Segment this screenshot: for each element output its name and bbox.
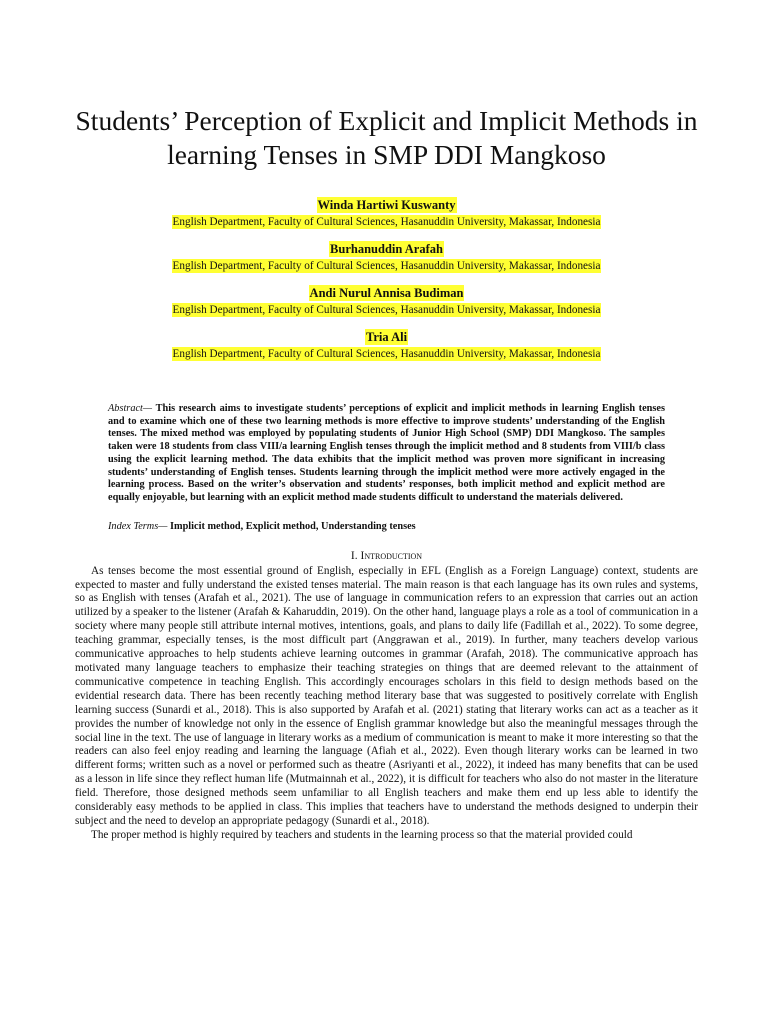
- abstract-text: This research aims to investigate students’ perceptions of explicit and implicit methods in learning English tenses and to examine which one of these two learning methods is more effective to improve students’ understanding of the English tenses. The mixed method was employed by populating students of Junior High School (SMP) DDI Mangkoso. The samples taken were 18 students from class VIII/a learning English tenses through the implicit method and 8 students from VIII/b class using the explicit learning method. The data exhibits that the implicit method was proven more significant in increasing students’ understanding of English tenses. Students learning through the implicit method were more actively engaged in the learning process. Based on the writer’s observation and students’ responses, both implicit method and explicit method are equally enjoyable, but learning with an explicit method made students difficult to understand the materials delivered.: [108, 403, 665, 503]
- abstract: [108, 403, 665, 505]
- body-paragraph: The proper method is highly required by teachers and students in the learning process so that the material provided could: [91, 828, 633, 841]
- author-block: [75, 240, 698, 273]
- author-name: Andi Nurul Annisa Budiman: [309, 286, 464, 300]
- author-name: Winda Hartiwi Kuswanty: [317, 198, 456, 212]
- author-name: Burhanuddin Arafah: [330, 242, 443, 256]
- index-terms-label: Index Terms: [108, 520, 159, 532]
- abstract-label: Abstract: [108, 403, 143, 414]
- author-name: Tria Ali: [365, 330, 408, 344]
- author-block: [75, 284, 698, 317]
- author-block: [75, 196, 698, 229]
- section-heading: [75, 549, 698, 563]
- body-paragraph: As tenses become the most essential ground of English, especially in EFL (English as a Foreign Language) context, students are expected to master and fully understand the existed tenses material. The main reason is that each language has its own rules and systems, so as English with tenses (Arafah et al., 2021). The use of language in communication refers to an expression that carries out an action utilized by a speaker to the listener (Arafah & Kaharuddin, 2019). On the other hand, language plays a role as a tool of communication in a society where many people still attribute internal motives, intentions, goals, and plans to daily life (Fadillah et al., 2022). To some degree, teaching grammar, especially tenses, is the most difficult part (Anggrawan et al., 2019). In further, many teachers develop various communicative approaches to help students achieve learning outcomes in grammar (Arafah, 2018). The communicative approach has motivated many language teachers to emphasize their teaching strategies on things that are deemed relevant to the attainment of communicative competence in teaching English. This accordingly encourages scholars in this field to design methods based on the evidential research data. There has been recently teaching method literary base that was suggested to positively correlate with English learning success (Sunardi et al., 2018). This is also supported by Arafah et al. (2021) stating that literary works can act as a teacher as it provides the number of knowledge not only in the essence of English grammar knowledge but also the meaningful messages through the social line in the text. The use of language in literary works as a medium of communication is meant to make it more interesting so that the readers can also feel enjoy reading and learning the language (Afiah et al., 2022). Even though literary works can be learned in two different forms; written such as a novel or performed such as theatre (Asriyanti et al., 2022), it indeed has many benefits that can be used as a lesson in life since they reflect human life (Mutmainnah et al., 2022), it is difficult for teachers who also do not master in the literature field. Therefore, those designed methods seem unfamiliar to all English teachers and make them end up less able to identify the considerably easy methods to be applied in class. This implies that teachers have to understand the methods designed to underpin their subject and the need to develop an appropriate pedagogy (Sunardi et al., 2018).: [75, 564, 698, 827]
- index-terms: [108, 520, 665, 533]
- author-affiliation: English Department, Faculty of Cultural Sciences, Hasanuddin University, Makassar, Indonesia: [172, 216, 601, 228]
- section-number: I.: [350, 549, 361, 562]
- index-terms-separator: —: [158, 520, 170, 532]
- author-affiliation: English Department, Faculty of Cultural Sciences, Hasanuddin University, Makassar, Indonesia: [172, 304, 601, 316]
- section-title: Introduction: [360, 549, 423, 562]
- author-list: [75, 196, 698, 361]
- author-affiliation: English Department, Faculty of Cultural Sciences, Hasanuddin University, Makassar, Indonesia: [172, 260, 601, 272]
- author-block: [75, 328, 698, 361]
- index-terms-text: Implicit method, Explicit method, Understanding tenses: [169, 520, 416, 532]
- abstract-separator: —: [142, 403, 156, 414]
- author-affiliation: English Department, Faculty of Cultural Sciences, Hasanuddin University, Makassar, Indonesia: [172, 348, 601, 360]
- paper-title: Students’ Perception of Explicit and Implicit Methods in learning Tenses in SMP DDI Mangkoso: [75, 105, 698, 170]
